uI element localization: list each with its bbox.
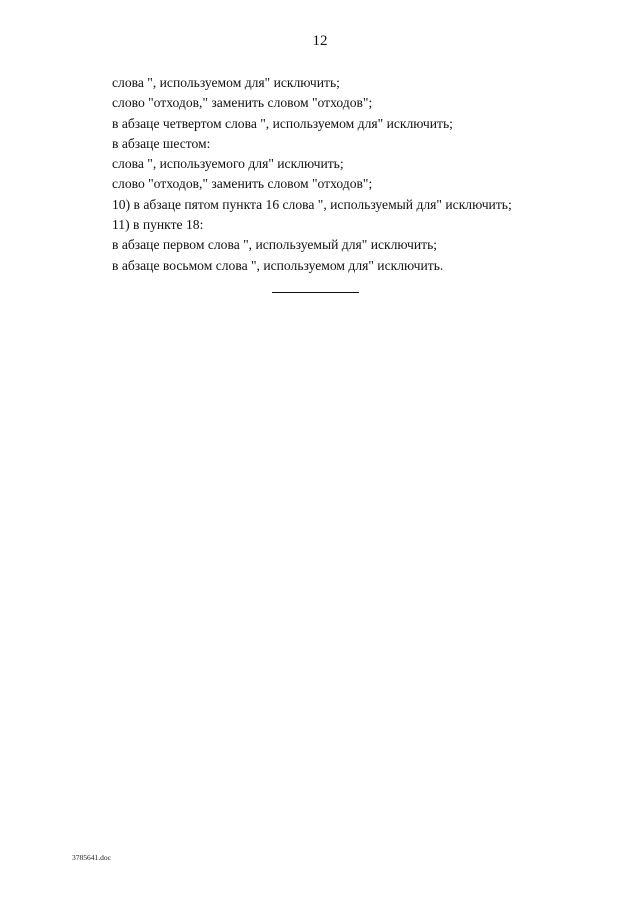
text-line: слово "отходов," заменить словом "отходов"; (112, 95, 373, 111)
text-line: в абзаце первом слова ", используемый для" исключить; (112, 237, 438, 253)
text-line: слова ", используемом для" исключить; (112, 75, 340, 90)
text-line: слова ", используемого для" исключить; (112, 156, 344, 172)
text-line: слово "отходов," заменить словом "отходов"; (112, 176, 373, 192)
text-line: 10) в абзаце пятом пункта 16 слова ", используемый для" исключить; (112, 196, 512, 212)
text-line: в абзаце восьмом слова ", используемом для" исключить. (112, 257, 444, 273)
text-line: в абзаце четвертом слова ", используемом для" исключить; (112, 115, 453, 131)
end-of-document-rule (272, 292, 359, 293)
document-body (112, 73, 612, 276)
page-number: 12 (312, 33, 328, 49)
footer-file-name: 3785641.doc (72, 853, 111, 862)
text-line: 11) в пункте 18: (112, 217, 204, 233)
text-line: в абзаце шестом: (112, 135, 211, 151)
